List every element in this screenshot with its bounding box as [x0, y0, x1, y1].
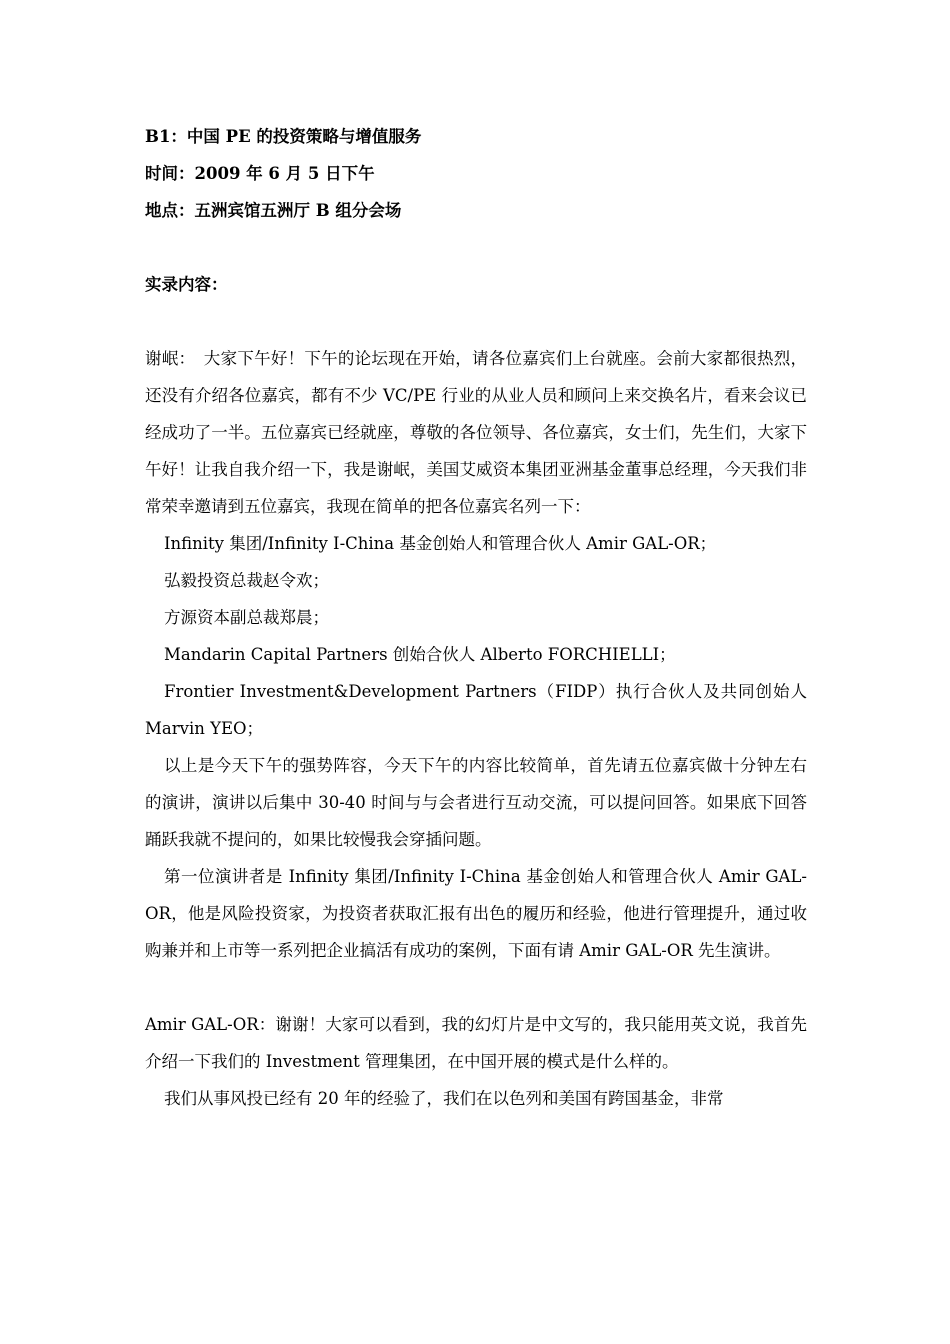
document-title: B1：中国 PE 的投资策略与增值服务 — [145, 127, 422, 146]
document-page — [145, 118, 807, 1117]
section-label: 实录内容： — [145, 275, 228, 294]
paragraph-agenda: 以上是今天下午的强势阵容，今天下午的内容比较简单，首先请五位嘉宾做十分钟左右的演讲，演讲以后集中 30-40 时间与与会者进行互动交流，可以提问回答。如果底下回答踊跃我就不提问的，如果比较慢我会穿插问题。 — [145, 756, 807, 849]
event-time: 时间：2009 年 6 月 5 日下午 — [145, 164, 375, 183]
spacer — [145, 303, 807, 340]
paragraph-speech-start: Amir GAL-OR：谢谢！大家可以看到，我的幻灯片是中文写的，我只能用英文说，我首先介绍一下我们的 Investment 管理集团，在中国开展的模式是什么样的。 — [145, 1015, 807, 1071]
event-location: 地点：五洲宾馆五洲厅 B 组分会场 — [145, 201, 402, 220]
guest-item: Mandarin Capital Partners 创始合伙人 Alberto FORCHIELLI； — [164, 645, 676, 664]
guest-item: 弘毅投资总裁赵令欢； — [164, 571, 329, 590]
paragraph-intro-speaker: 第一位演讲者是 Infinity 集团/Infinity I-China 基金创始人和管理合伙人 Amir GAL-OR，他是风险投资家，为投资者获取汇报有出色的履历和经验，他进行管理提升，通过收购兼并和上市等一系列把企业搞活有成功的案例，下面有请 Amir GAL-OR 先生演讲。 — [145, 867, 807, 960]
guest-item: 方源资本副总裁郑晨； — [164, 608, 329, 627]
paragraph-speech-cont: 我们从事风投已经有 20 年的经验了，我们在以色列和美国有跨国基金，非常 — [164, 1089, 724, 1108]
paragraph-opening: 谢岷： 大家下午好！下午的论坛现在开始，请各位嘉宾们上台就座。会前大家都很热烈，还没有介绍各位嘉宾，都有不少 VC/PE 行业的从业人员和顾问上来交换名片，看来会议已经成功了一半。五位嘉宾已经就座，尊敬的各位领导、各位嘉宾，女士们，先生们，大家下午好！让我自我介绍一下，我是谢岷，美国艾威资本集团亚洲基金董事总经理，今天我们非常荣幸邀请到五位嘉宾，我现在简单的把各位嘉宾名列一下： — [145, 349, 807, 516]
guest-item: Infinity 集团/Infinity I-China 基金创始人和管理合伙人 Amir GAL-OR； — [164, 534, 717, 553]
spacer — [145, 969, 807, 1006]
guest-item: Frontier Investment&Development Partners（FIDP）执行合伙人及共同创始人 Marvin YEO； — [145, 682, 807, 738]
